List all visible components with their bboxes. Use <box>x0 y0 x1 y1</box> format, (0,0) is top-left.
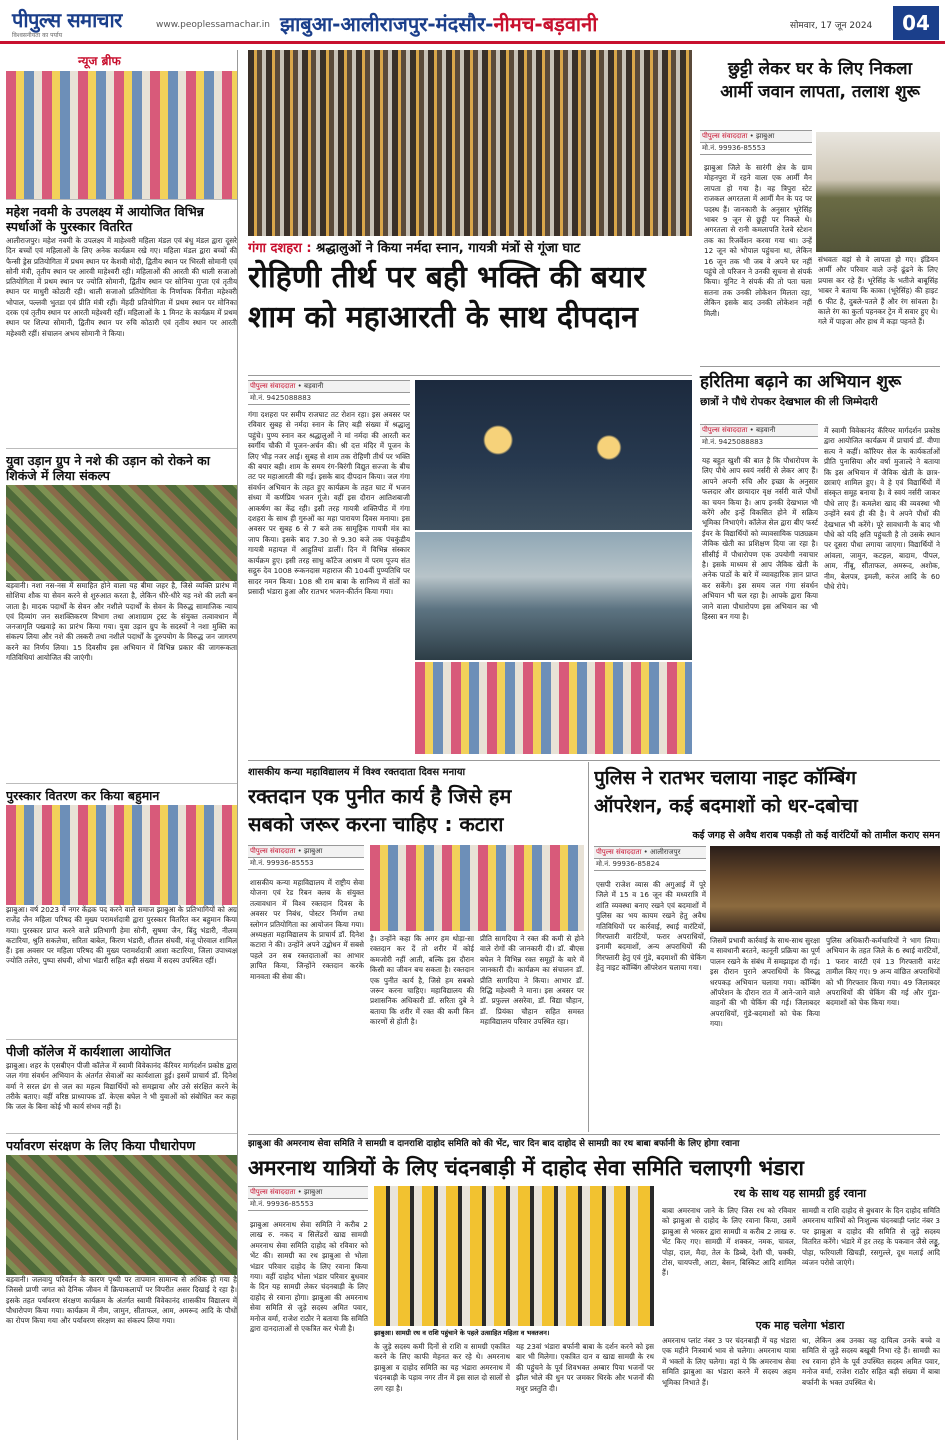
region-title <box>280 10 597 37</box>
ganga-byline-org: पीपुल्स संवाददाता <box>250 382 296 390</box>
amarnath-body-text-4: बाबा अमरनाथ जाने के लिए जिस रथ को रविवार को झाबुआ से दाहोद के लिए रवाना किया, उसमें झाबुआ से भरकर द्वारा सामग्री व करीब 2 लाख रु. भेंट किए गए। सामग्री में शक्कर, नमक, चावल, पोहा, दाल, मैदा, तेल के डिब्बे, देशी घी, चक्की, टोस, चायपत्ती, आटा, बेसन, बिस्किट आदि शामिल हैं। <box>662 1206 796 1316</box>
amarnath-kicker: झाबुआ की अमरनाथ सेवा समिति ने सामग्री व दानराशि दाहोद समिति को की भेंट, चार दिन बाद दाहोद से सामग्री का रथ बाबा बर्फानी के लिए होगा रवाना <box>248 1137 940 1153</box>
ganga-byline-block <box>248 380 410 405</box>
logo-text: पीपुल्स समाचार <box>12 8 122 32</box>
news-brief-tag: न्यूज ब्रीफ <box>6 50 237 71</box>
army-headline-line1: छुट्टी लेकर घर के लिए निकला <box>728 59 912 79</box>
ganga-kicker-text: श्रद्धालुओं ने किया नर्मदा स्नान, गायत्री मंत्रों से गूंजा घाट <box>316 241 581 256</box>
amarnath-body-text-3: यह 23वां भंडारा बर्फानी बाबा के दर्शन करने को इस बार भी मिलेगा। एकत्रित दान व खाद्य सामग्री के रथ की पहुंचने के पूर्व शिवभक्त अम्बार पिया भजनों पर झील भोले की धुन पर जमकर थिरके और भजनों की मधुर प्रस्तुति दी। <box>516 1342 654 1440</box>
plant-body-text-2: में स्वामी विवेकानंद कॅरियर मार्गदर्शन प्रकोष्ठ द्वारा आयोजित कार्यक्रम में प्राचार्य डॉ. वीणा सत्य ने कहीं। कॉरियर सेल के कार्यकर्ताओं प्रीति पुनासिया और वर्षा मुजाल्दे ने बताया कि इस अभियान में जैविक खेती के छात्र-छात्राएं शामिल हुए। वे हे एवं विद्यार्थियों में संस्कृत समूह बनाया है। वे स्वयं नर्सरी जाकर पौधे लाए हैं। कमलेश खाद की व्यवस्था भी उन्होंने स्वयं ही की है। ये अपने पौधों की देखभाल भी करेंगे। पूरे सावधानी के बाद भी पौधे को यदि क्षति पहुंचती है तो उसके स्थान पर दूसरा पौधा लगाया जाएगा। विद्यार्थियों ने आंवला, जामुन, कटहल, बादाम, पीपल, आम, नींबू, सीताफल, अमरूद, अशोक, नीम, बेलपत्र, इमली, करंज आदि के 60 पौधे रोपे। <box>824 426 940 754</box>
story-yuva-udaan-text: बड़वानी। नशा नस-नस में समाहित होने वाला यह बीमा जहर है, जिसे व्यक्ति प्रारंभ में सोशिया शौक या सेवन करने से शुरुआत करता है, लेकिन धीरे-धीरे यह नशे की लती बन जाता है। मादक पदार्थों के सेवन और नशीले पदार्थों के सेवन के विरुद्ध सामाजिक न्याय एवं दिव्यांग जन सशक्तिकरण विभाग तथा आशाग्राम ट्रस्ट के संयुक्त तत्वावधान में जनजागृति पखवाड़े का प्रारंभ किया गया। युवा उड़ान ग्रुप के सदस्यों ने नशा मुक्ति का संकल्प लिया और नशे की तस्करी तथा नशीले पदार्थों के दुरुपयोग के विरुद्ध जन जागरण करने का निर्णय लिया। 15 दिवसीय इस अभियान में विभिन्न प्रकार की जागरूकता गतिविधियां आयोजित की जाएंगी। <box>6 581 237 663</box>
blood-byline-place: झाबुआ <box>304 847 323 855</box>
bottom-rule <box>248 1134 940 1135</box>
mid-rule <box>248 760 940 761</box>
blood-byline: पीपुल्स संवाददाता • झाबुआ <box>248 845 364 858</box>
amarnath-subhead-1: रथ के साथ यह सामग्री हुई रवाना <box>660 1186 940 1206</box>
amarnath-byline: पीपुल्स संवाददाता • झाबुआ <box>248 1186 368 1199</box>
plant-rule <box>700 366 940 367</box>
army-byline: पीपुल्स संवाददाता • झाबुआ <box>700 130 812 143</box>
police-headline <box>594 764 940 828</box>
ganga-mobile: मो.नं. 9425088883 <box>248 393 410 405</box>
ganga-headline-line1: रोहिणी तीर्थ पर बही भक्ति की बयार <box>248 260 646 295</box>
police-combing-photo <box>710 846 940 932</box>
army-byline-place: झाबुआ <box>756 132 775 140</box>
army-byline-org: पीपुल्स संवाददाता <box>702 132 748 140</box>
ganga-byline-place: बड़वानी <box>304 382 324 390</box>
blood-headline-line1: रक्तदान एक पुनीत कार्य है जिसे हम <box>248 784 512 808</box>
amarnath-body-text-1: झाबुआ अमरनाथ सेवा समिति ने करीब 2 लाख रु. नकद व सिलेंडरों खाद्य सामग्री अमरनाथ सेवा समिति दाहोद को रविवार को भेंट की। सामग्री का रथ झाबुआ से भोला भंडार परिवार दाहोद के लिए रवाना किया गया। वहीं दाहोद भोला भंडार परिवार बुधवार के दिन यह सामग्री लेकर चंदनबाड़ी के लिए दाहोद से रवाना होगा। झाबुआ की अमरनाथ सेवा समिति से जुड़े सदस्य अमित पवार, मनोज वर्मा, राजेश राठौर ने बताया कि समिति द्वारा दानदाताओं से एकत्रित कर भेजी है। <box>250 1220 368 1440</box>
region-main: झाबुआ-आलीराजपुर-मंदसौर- <box>280 12 494 36</box>
police-byline: पीपुल्स संवाददाता • आलीराजपुर <box>594 846 706 859</box>
police-byline-block <box>594 846 706 871</box>
police-subhead: कई जगह से अवैध शराब पकड़ी तो कई वारंटियों को तामील कराए समन <box>594 828 940 844</box>
police-body-text-2: जिसमें प्रभावी कार्रवाई के साथ-साथ सुरक्षा व सावधानी बरतने, कानूनी प्रक्रिया का पूर्ण पालन रखने के संबंध में समझाइश दी गई। इस दौरान पुराने अपराधियों के विरुद्ध धरपकड़ अभियान चलाया गया। कॉम्बिंग ऑपरेशन के दौरान रात में आने-जाने वाले वाहनों की भी चेकिंग की गई। जिलाबदर अपराधियों, गुंडे-बदमाशों को चेक किया गया। <box>710 936 820 1128</box>
amarnath-body-text-2: के जुड़े सदस्य कमी दिनों से राशि व सामग्री एकत्रित करने के लिए काफी मेहनत कर रहे थे। अमरनाथ झाबुआ व दाहोद समिति का यह भंडारा अमरनाथ में चंदनबाड़ी के पड़ाव नगर तीन में इस साल दो सालों से लग रहा है। <box>374 1342 510 1440</box>
ganga-night-ghat-photo <box>415 380 692 530</box>
plant-byline-place: बड़वानी <box>756 426 776 434</box>
blood-kicker: शासकीय कन्या महाविद्यालय में विश्व रक्तदाता दिवस मनाया <box>248 764 584 780</box>
ganga-headline <box>248 258 692 338</box>
story-mahesh-navami-headline: महेश नवमी के उपलक्ष्य में आयोजित विभिन्न स्पर्धाओं के पुरस्कार वितरित <box>6 199 237 236</box>
army-headline-line2: आर्मी जवान लापता, तलाश शुरू <box>720 82 920 102</box>
amarnath-byline-block <box>248 1186 368 1211</box>
blood-headline-line2: सबको जरूर करना चाहिए : कटारा <box>248 812 504 836</box>
logo-tagline: विश्वसनीयता का पर्याय <box>12 32 63 39</box>
army-byline-block <box>700 130 812 155</box>
region-accent: नीमच-बड़वानी <box>493 12 598 36</box>
ganga-river-photo <box>415 532 692 660</box>
police-byline-place: आलीराजपुर <box>650 848 681 856</box>
ganga-body-text: गंगा दशहरा पर समीप राजघाट तट रोशन रहा। इस अवसर पर रविवार सुबह से नर्मदा स्नान के लिए बड़ी संख्या में श्रद्धालु पहुंचे। पुण्य स्नान कर श्रद्धालुओं ने मां नर्मदा की आरती कर स्वर्गीय चौकी में पूजन-अर्चन की। श्री दत्त मंदिर में पूजन के लिए भीड़ नजर आई। सुबह से शाम तक रोहिणी तीर्थ पर भक्ति की बयार बही। शाम के समय रंग-बिरंगी विद्युत सज्जा के बीच तट पर महाआरती की गई। इसके बाद दीपदान किया। जल गंगा संवर्धन अभियान के तहत हुए कार्यक्रम के तहत घाट में भजन संध्या में कर्णप्रिय भजन गूंजे। वहीं इस दौरान आतिशबाजी आकर्षण का केंद्र रही। इसी तरह गायत्री शक्तिपीठ में गंगा दशहरा के साथ ही गुरुओं का महा पारायण दिवस मनाया। इस अवसर पर सुबह 6 से 7 बजे तक सामूहिक गायत्री मंत्र का जाप किया। इसके बाद 7.30 से 9.30 बजे तक पंचकुंडीय गायत्री महायज्ञ में आहुतियां डालीं। दिन में विभिन्न संस्कार कार्यक्रम हुए। इसी तरह साधु कॉटेज आश्रम में परम पूज्य संत सद्गुरु देव 1008 रूकनदास महाराज की 104वीं पुण्यतिथि पर सादर नमन किया। 108 श्री राम बाबा के सानिध्य में संतों का प्रसादी भंडारा हुआ और रातभर भजन-कीर्तन किया गया। <box>248 410 410 755</box>
issue-date: सोमवार, 17 जून 2024 <box>790 21 873 31</box>
story-paryavaran-text: बड़वानी। जलवायु परिवर्तन के कारण पृथ्वी पर तापमान सामान्य से अधिक हो गया है जिससे प्राणी जगत को दैनिक जीवन में क्रियाकलापों पर विपरीत असर दिखाई दे रहा है। इसके तहत पर्यावरण संरक्षण कार्यक्रम के अंतर्गत स्वामी विवेकानंद शासकीय विद्यालय में पौधारोपण किया गया। कार्यक्रम में नीम, जामुन, सीताफल, आम, अमरूद आदि के पौधों का रोपण किया गया और पर्यावरण संरक्षण का संकल्प लिया गया। <box>6 1275 237 1326</box>
army-body-text-2: संभवतः वहां से वे लापता हो गए। इंडियन आर्मी और परिवार वाले उन्हें ढूंढने के लिए प्रयास कर रहे हैं। भूरेसिंह के भतीजे बाबूसिंह भाबर ने बताया कि काका (भूरेसिंह) की हाइट 6 फीट है, दुबले-पतले हैं और रंग सांवला है। काले रंग का कुर्ता पहनकर ट्रेन में सवार हुए थे। गले में पाइजा और हाथ में कड़ा पहनते हैं। <box>818 255 938 362</box>
news-brief-column <box>6 50 238 1440</box>
ganga-rule <box>248 375 692 376</box>
police-headline-line1: पुलिस ने रातभर चलाया नाइट कॉम्बिंग <box>594 767 857 789</box>
police-headline-line2: ऑपरेशन, कई बदमाशों को धर-दबोचा <box>594 795 858 817</box>
amarnath-mobile: मो.नं. 99936-85553 <box>248 1199 368 1211</box>
ganga-kicker-label: गंगा दशहरा : <box>248 241 312 256</box>
ganga-headline-line2: शाम को महाआरती के साथ दीपदान <box>248 300 638 335</box>
story-pg-college-headline: पीजी कॉलेज में कार्यशाला आयोजित <box>6 1039 237 1061</box>
plant-byline-org: पीपुल्स संवाददाता <box>702 426 748 434</box>
blood-body-text-3: प्रीति सागदिया ने रक्त की कमी से होने वाले रोगों की जानकारी दी। डॉ. बीएस बघेल ने विभिन्न रक्त समूहों के बारे में जानकारी दी। कार्यक्रम का संचालन डॉ. प्रीति सागदिया ने किया। आभार डॉ. रिद्धि महेश्वरी ने माना। इस अवसर पर डॉ. प्रफुल्ल असरेवा, डॉ. विद्या चौहान, डॉ. प्रियंका चौहान सहित समस्त महाविद्यालय परिवार उपस्थित रहा। <box>480 934 584 1128</box>
blood-mobile: मो.नं. 99936-85553 <box>248 858 364 870</box>
yuva-udaan-photo <box>6 485 237 581</box>
army-jawan-photo <box>816 132 940 252</box>
amarnath-body-text-5: सामग्री व राशि दाहोद से बुधवार के दिन दाहोद समिति अमरनाथ यात्रियों को निःशुल्क चंदनबाड़ी प्लांट नंबर 3 पर झाबुआ व दाहोद की समिति से जुड़े सदस्य वितरित करेंगे। भंडारे में हर तरह के पकवान जैसे लड्डू, पोहा, फरियाली खिचड़ी, रसगुल्ले, दूध मलाई आदि व्यंजन परोसे जाएंगे। <box>802 1206 940 1316</box>
plant-body-text-1: यह बहुत खुशी की बात है कि पौधारोपण के लिए पौधे आप स्वयं नर्सरी से लेकर आए हैं। आपने अपनी रुचि और इच्छा के अनुसार फलदार और छायादार वृक्ष नर्सरी वाले पौधों का चयन किया है। आप इनकी देखभाल भी करेंगे और इन्हें विकसित होने में सक्रिय भूमिका निभाएंगे। कॉलेज सेल द्वारा बीए फर्स्ट ईयर के विद्यार्थियों को व्यावसायिक पाठ्यक्रम जैविक खेती का प्रशिक्षण दिया जा रहा है। सीसीई में पौधारोपण एक उपयोगी नवाचार है। इसके माध्यम से आप जैविक खेती के अनेक पाठों के बारे में व्यावहारिक ज्ञान प्राप्त कर सकेंगे। इस समय जल गंगा संवर्धन अभियान भी चल रहा है। आपके द्वारा किया जाने वाला पौधारोपण इस अभियान का भी हिस्सा बन गया है। <box>702 456 818 754</box>
amarnath-photo-caption: झाबुआ। सामग्री रथ व राशि पहुंचाने के पहले उत्साहित महिला व भक्तजन। <box>374 1328 654 1340</box>
story-pg-college-text: झाबुआ। शहर के एसबीएन पीजी कॉलेज में स्वामी विवेकानंद कॅरियर मार्गदर्शन प्रकोष्ठ द्वारा जल गंगा संवर्धन अभियान के अंतर्गत सेवाओं का कार्यशाला हुई। इसमें प्राचार्य डॉ. दिनेश वर्मा ने सरल ढंग से जल का महत्व विद्यार्थियों को समझाया और उसे संरक्षित करने के तरीके बताए। वहीं वरिष्ठ प्राध्यापक डॉ. केएस बघेल ने भी युवाओं को संबोधित कर कहा कि जल के बिना कोई भी कार्य संभव नहीं है। <box>6 1061 237 1112</box>
plant-byline: पीपुल्स संवाददाता • बड़वानी <box>700 424 818 437</box>
newspaper-logo <box>12 6 122 39</box>
ganga-byline: पीपुल्स संवाददाता • बड़वानी <box>248 380 410 393</box>
police-body-text-1: एसपी राजेश व्यास की अगुआई में पूरे जिले में 15 व 16 जून की मध्यरात्रि में शांति व्यवस्था बनाए रखने एवं बदमाशों में पुलिस का भय कायम रखने हेतु अवैध गतिविधियों पर कार्रवाई, स्थाई वारंटियों, गिरफ्तारी वारंटियों, फरार अपराधियों, इनामी बदमाशों, अन्य अपराधियों की गिरफ्तारी हेतु एवं गुंडे, बदमाशों की चेकिंग हेतु नाइट कॉम्बिंग ऑपरेशन चलाया गया। <box>596 880 706 1128</box>
blood-body-text-1: शासकीय कन्या महाविद्यालय में राष्ट्रीय सेवा योजना एवं रेड रिबन क्लब के संयुक्त तत्वावधान में विश्व रक्तदान दिवस के अवसर पर निबंध, पोस्टर निर्माण तथा स्लोगन प्रतियोगिता का आयोजन किया गया। अध्यक्षता महाविद्यालय के प्राचार्य डॉ. दिनेश कटारा ने की। उन्होंने अपने उद्बोधन में सबसे पहले उन सब रक्तदाताओं का आभार ज्ञापित किया, जिन्होंने रक्तदान करके मानवता की सेवा की। <box>250 878 364 1128</box>
puraskar-photo <box>6 805 237 905</box>
story-puraskar-headline: पुरस्कार वितरण कर किया बहुमान <box>6 783 237 805</box>
blood-body-text-2: है। उन्होंने कहा कि अगर हम थोड़ा-सा रक्तदान कर दें तो शरीर में कोई कमजोरी नहीं आती, बल्कि इस दौरान किसी का जीवन बच सकता है। रक्तदान एक पुनीत कार्य है, जिसे हम सबको जरूर करना चाहिए। महाविद्यालय की प्रशासनिक अधिकारी डॉ. सरिता दुबे ने बताया कि शरीर में रक्त की कमी किन कारणों से होती है। <box>370 934 474 1128</box>
blood-byline-block <box>248 845 364 870</box>
plant-byline-block <box>700 424 818 449</box>
amarnath-byline-place: झाबुआ <box>304 1188 323 1196</box>
amarnath-body-text-6: अमरनाथ प्लांट नंबर 3 पर चंदनबाड़ी में यह भंडारा एक महीने निःस्वार्थ भाव से चलेगा। अमरनाथ यात्रा में भक्तों के लिए चलेगा। वहां ये कि अमरनाथ सेवा समिति झाबुआ का भंडारा करने में सदस्य अहम भूमिका निभाते हैं। <box>662 1336 796 1440</box>
mahesh-navami-photo <box>6 71 237 199</box>
blood-byline-org: पीपुल्स संवाददाता <box>250 847 296 855</box>
amarnath-body-text-7: था, लेकिन अब उनका यह दायित्व उनके बच्चे व समिति से जुड़े सदस्य बखूबी निभा रहे हैं। सामग्री का रथ रवाना होने के पूर्व उपस्थित सदस्य अमित पवार, मनोज वर्मा, राजेश राठौर सहित बड़ी संख्या में बाबा बर्फानी के भक्त उपस्थित थे। <box>802 1336 940 1440</box>
police-divider <box>588 762 589 1132</box>
blood-donation-photo <box>370 845 584 931</box>
paryavaran-photo <box>6 1155 237 1275</box>
amarnath-subhead-2: एक माह चलेगा भंडारा <box>660 1318 940 1336</box>
page-header <box>0 0 945 44</box>
blood-headline <box>248 782 584 842</box>
police-mobile: मो.नं. 99936-85824 <box>594 859 706 871</box>
plant-mobile: मो.नं. 9425088883 <box>700 437 818 449</box>
ganga-yagya-photo <box>415 662 692 754</box>
ganga-kicker <box>248 238 692 258</box>
police-body-text-3: पुलिस अधिकारी-कर्मचारियों ने भाग लिया। अभियान के तहत जिले के 6 स्थाई वारंटियों, 1 फरार वारंटी एवं 13 गिरफ्तारी वारंट तामील किए गए। 9 अन्य वांछित अपराधियों को भी गिरफ्तार किया गया। 49 जिलाबदर अपराधियों की चेकिंग की गई और गुंडा-बदमाशों को चेक किया गया। <box>826 936 940 1128</box>
amarnath-group-photo <box>374 1186 654 1326</box>
story-yuva-udaan-headline: युवा उड़ान ग्रुप ने नशे की उड़ान को रोकने का शिकंजे में लिया संकल्प <box>6 448 237 485</box>
army-body-text-1: झाबुआ जिले के सारंगी क्षेत्र के ग्राम मोहनपुरा में रहने वाला एक आर्मी मैन लापता हो गया है। वह त्रिपुरा स्टेट राजकल अगरतला में आर्मी मैन के पद पर पदस्थ हैं। जानकारी के अनुसार भूरेसिंह भाबर 9 जून से छुट्टी पर निकले थे। अगरतला से रानी कमलापति रेलवे स्टेशन तक का रिजर्वेशन करवा गया था। उन्हें 12 जून को भोपाल पहुंचना था, लेकिन 16 जून तक भी जब वे अपने घर नहीं पहुंचे तो परिजन ने उनकी सूचना से संपर्क किया। यूनिट ने संपर्क की तो पता चला सतना तक उनकी लोकेशन मिलता रहा, लेकिन इसके बाद उनकी लोकेशन नहीं मिली। <box>704 163 812 360</box>
plant-headline <box>700 370 940 422</box>
story-paryavaran-headline: पर्यावरण संरक्षण के लिए किया पौधारोपण <box>6 1133 237 1155</box>
site-url: www.peoplessamachar.in <box>156 20 270 30</box>
army-mobile: मो.नं. 99936-85553 <box>700 143 812 155</box>
plant-headline-line2: छात्रों ने पौधे रोपकर देखभाल की ली जिम्मेदारी <box>700 396 878 408</box>
army-headline <box>700 58 940 128</box>
ganga-dashahra-aarti-photo <box>248 50 692 236</box>
page-number: 04 <box>893 6 939 40</box>
police-byline-org: पीपुल्स संवाददाता <box>596 848 642 856</box>
amarnath-byline-org: पीपुल्स संवाददाता <box>250 1188 296 1196</box>
story-puraskar-text: झाबुआ। वर्ष 2023 में नगर केंद्रक पद करने वाले समाज झाबुआ के प्रतिभागियों को अग्र राजेंद्र जैन महिला परिषद की मुख्य परामर्शदात्री द्वारा पुरस्कार वितरित कर बहुमान किया गया। पुरस्कार प्राप्त करने वाले प्रतिभागी हेमा सोनी, सुषमा जैन, बिंदु भंडारी, नीलम कटारिया, श्रुति सकलेचा, सरिता बाबेल, किरण भंडारी, शीतल संघवी, मंजू पोरवाल शामिल हैं। इस अवसर पर महिला परिषद की मुख्य परामर्शदात्री आशा कटारिया, जिला उपाध्यक्ष ज्योति तलेरा, पुष्पा संघवी, शोभा भंडारी सहित बड़ी संख्या में सदस्य उपस्थित रहीं। <box>6 905 237 966</box>
story-mahesh-navami-text: आलीराजपुर। महेश नवमी के उपलक्ष्य में माहेश्वरी महिला मंडल एवं बंधु मंडल द्वारा दूसरे दिन बच्चों एवं महिलाओं के लिए अनेक कार्यक्रम रखे गए। महिला मंडल द्वारा बच्चों की फैन्सी ड्रेस प्रतियोगिता में प्रथम स्थान पर केशवी मोदी, द्वितीय स्थान पर भिरली सोमानी एवं सोनी मंत्री, तृतीय स्थान पर आरवी माहेश्वरी रही। महिलाओं की आरती की थाली सजाओ प्रतियोगिता में प्रथम स्थान पर ज्योति सोमानी, द्वितीय स्थान पर सोनिया गुप्ता एवं तृतीय स्थान पर माधुरी कोठारी रही। थाली सजाओ प्रतियोगिता के निर्णायक विनीता महेश्वरी भोपाल, पल्लवी भुतडा एवं प्रीति मंत्री रहीं। मेंहदी प्रतियोगिता में प्रथम स्थान पर मोनिका दरक एवं तृतीय स्थान पर आरती महेश्वरी रहीं। महिलाओं के 1 मिनट के कार्यक्रम में प्रथम स्थान पर शिल्पा सोमानी, द्वितीय स्थान पर रुचि कोठारी एवं तृतीय स्थान पर आरती महेश्वरी रहीं। संचालन अभय सोमानी ने किया। <box>6 236 237 338</box>
plant-headline-line1: हरितिमा बढ़ाने का अभियान शुरू <box>700 372 902 392</box>
amarnath-headline: अमरनाथ यात्रियों के लिए चंदनबाड़ी में दाहोद सेवा समिति चलाएगी भंडारा <box>248 1154 940 1182</box>
